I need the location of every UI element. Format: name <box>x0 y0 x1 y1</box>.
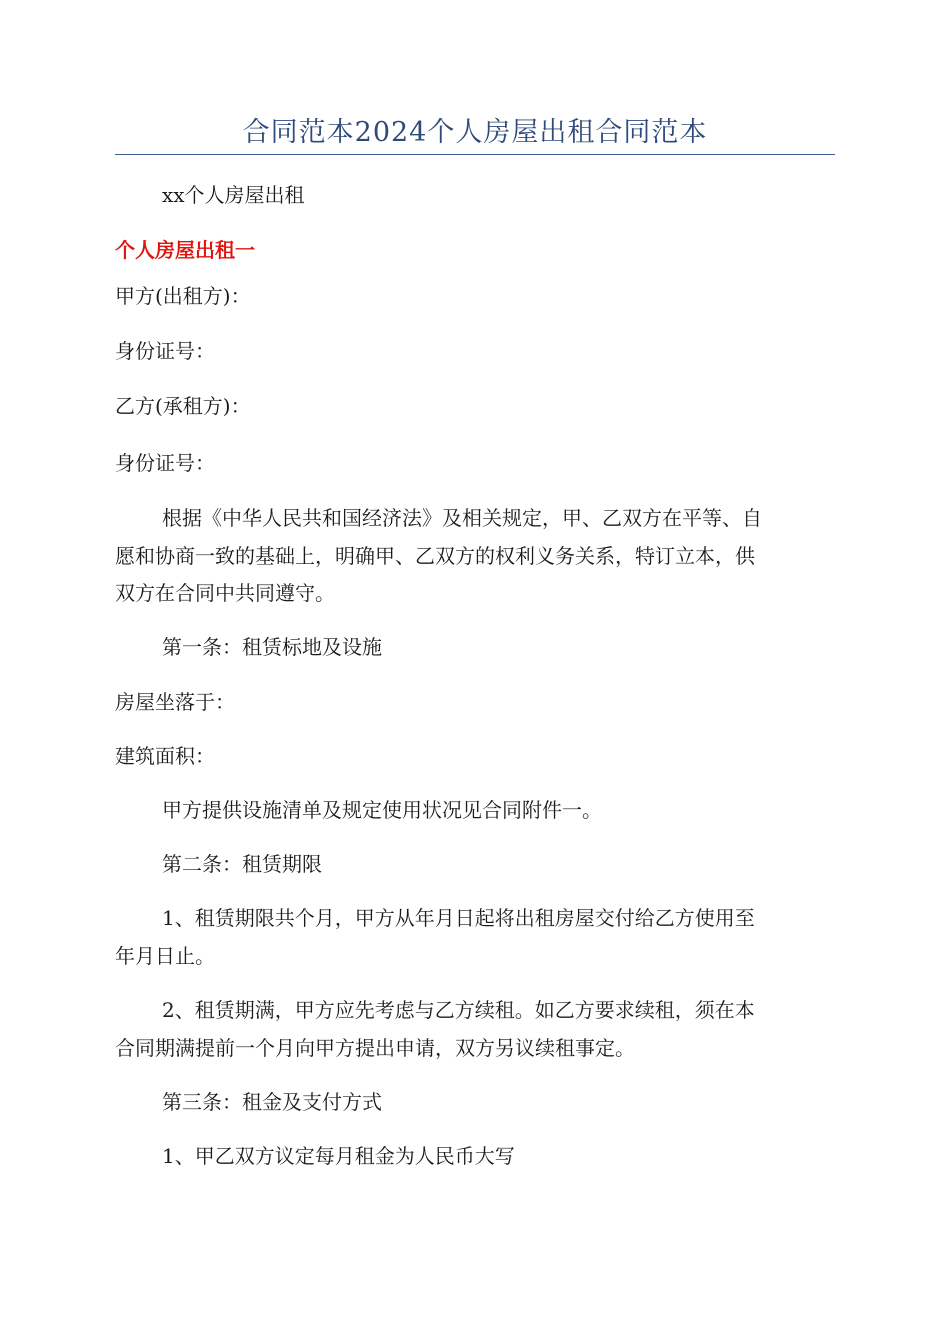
preamble-line-3: 双方在合同中共同遵守。 <box>115 581 335 605</box>
article1-location: 房屋坐落于： <box>115 690 235 714</box>
article1-area: 建筑面积： <box>115 744 215 768</box>
article2-clause2-line-1: 2、租赁期满，甲方应先考虑与乙方续租。如乙方要求续租，须在本 <box>162 998 755 1022</box>
article3-heading: 第三条：租金及支付方式 <box>162 1090 382 1114</box>
preamble-line-1: 根据《中华人民共和国经济法》及相关规定，甲、乙双方在平等、自 <box>162 506 762 530</box>
preamble-line-2: 愿和协商一致的基础上，明确甲、乙双方的权利义务关系，特订立本，供 <box>115 544 755 568</box>
document-title: 合同范本2024个人房屋出租合同范本 <box>242 117 708 148</box>
article3-clause1: 1、甲乙双方议定每月租金为人民币大写 <box>162 1144 515 1168</box>
party-a-id-label: 身份证号： <box>115 339 215 363</box>
article2-clause1-line-2: 年月日止。 <box>115 944 215 968</box>
article1-facilities: 甲方提供设施清单及规定使用状况见合同附件一。 <box>162 798 602 822</box>
party-b-id-label: 身份证号： <box>115 451 215 475</box>
party-b-label: 乙方(承租方)： <box>115 394 251 418</box>
party-a-label: 甲方(出租方)： <box>115 284 251 308</box>
section-heading: 个人房屋出租一 <box>115 238 255 262</box>
article2-clause2-line-2: 合同期满提前一个月向甲方提出申请，双方另议续租事定。 <box>115 1036 635 1060</box>
article2-heading: 第二条：租赁期限 <box>162 852 322 876</box>
article2-clause1-line-1: 1、租赁期限共个月，甲方从年月日起将出租房屋交付给乙方使用至 <box>162 906 755 930</box>
title-underline <box>115 154 835 155</box>
article1-heading: 第一条：租赁标地及设施 <box>162 635 382 659</box>
document-subtitle: xx个人房屋出租 <box>162 183 305 207</box>
